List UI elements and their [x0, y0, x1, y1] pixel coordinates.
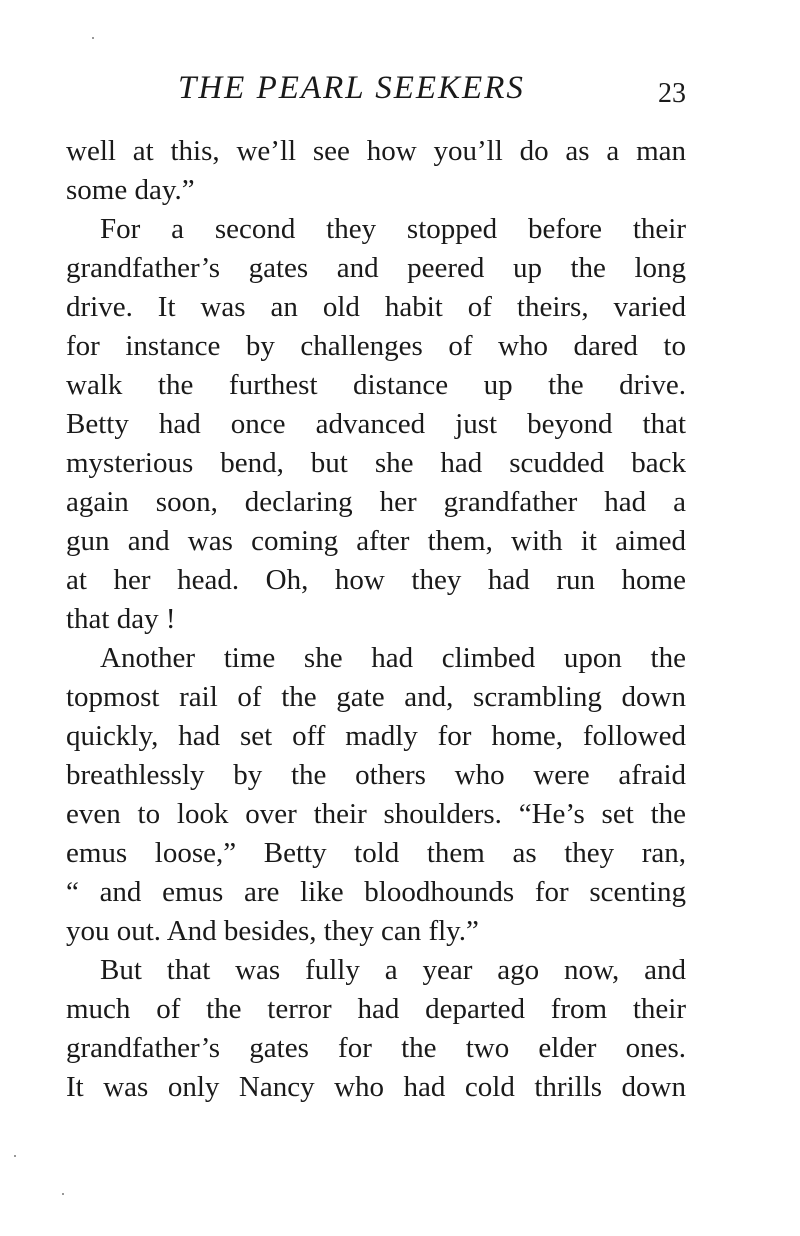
text-line: It was only Nancy who had cold thrills down: [66, 1071, 686, 1103]
text-line: some day.”: [66, 174, 195, 206]
print-speck: [92, 37, 94, 39]
text-line: Betty had once advanced just beyond that: [66, 408, 686, 440]
print-speck: [14, 1155, 16, 1157]
page-header: [66, 66, 686, 116]
text-line: mysterious bend, but she had scudded back: [66, 447, 686, 479]
body-text: [66, 132, 686, 1107]
text-line: drive. It was an old habit of theirs, varied: [66, 291, 686, 323]
print-speck: [62, 1193, 64, 1195]
text-line: emus loose,” Betty told them as they ran,: [66, 837, 686, 869]
text-line: again soon, declaring her grandfather had a: [66, 486, 686, 518]
text-line: For a second they stopped before their: [100, 213, 686, 245]
page-number: 23: [658, 78, 686, 109]
text-line: for instance by challenges of who dared to: [66, 330, 686, 362]
text-line: quickly, had set off madly for home, followed: [66, 720, 686, 752]
text-line: walk the furthest distance up the drive.: [66, 369, 686, 401]
text-line: grandfather’s gates and peered up the long: [66, 252, 686, 284]
text-line: you out. And besides, they can fly.”: [66, 915, 479, 947]
text-line: at her head. Oh, how they had run home: [66, 564, 686, 596]
text-line: gun and was coming after them, with it aimed: [66, 525, 686, 557]
text-line: that day !: [66, 603, 176, 635]
running-title: THE PEARL SEEKERS: [178, 70, 525, 106]
text-line: well at this, we’ll see how you’ll do as a man: [66, 135, 686, 167]
text-line: But that was fully a year ago now, and: [100, 954, 686, 986]
text-line: topmost rail of the gate and, scrambling down: [66, 681, 686, 713]
text-line: Another time she had climbed upon the: [100, 642, 686, 674]
text-line: breathlessly by the others who were afraid: [66, 759, 686, 791]
text-line: much of the terror had departed from their: [66, 993, 686, 1025]
text-line: “ and emus are like bloodhounds for scenting: [66, 876, 686, 908]
text-line: grandfather’s gates for the two elder ones.: [66, 1032, 686, 1064]
text-line: even to look over their shoulders. “He’s set the: [66, 798, 686, 830]
